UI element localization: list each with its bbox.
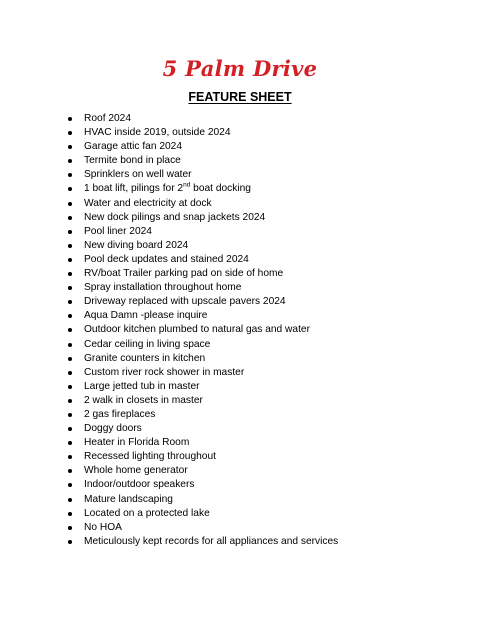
feature-item: Cedar ceiling in living space [68,338,468,352]
ordinal-superscript: nd [183,182,191,190]
feature-item: Mature landscaping [68,493,468,507]
feature-item: Termite bond in place [68,154,468,168]
feature-item: Aqua Damn -please inquire [68,309,468,323]
feature-item: Heater in Florida Room [68,436,468,450]
feature-item: Meticulously kept records for all appliances and services [68,535,468,549]
feature-item: Located on a protected lake [68,507,468,521]
feature-item: Indoor/outdoor speakers [68,478,468,492]
feature-item: 2 walk in closets in master [68,394,468,408]
feature-item: Large jetted tub in master [68,380,468,394]
page-subtitle: FEATURE SHEET [188,90,292,104]
feature-item: Roof 2024 [68,112,468,126]
feature-item: 1 boat lift, pilings for 2nd boat docking [68,182,468,196]
feature-item: Pool liner 2024 [68,225,468,239]
feature-item: Outdoor kitchen plumbed to natural gas and water [68,323,468,337]
feature-item: RV/boat Trailer parking pad on side of home [68,267,468,281]
feature-item: Water and electricity at dock [68,197,468,211]
feature-item: HVAC inside 2019, outside 2024 [68,126,468,140]
feature-item: New dock pilings and snap jackets 2024 [68,211,468,225]
feature-item: Custom river rock shower in master [68,366,468,380]
feature-item: Garage attic fan 2024 [68,140,468,154]
feature-item: New diving board 2024 [68,239,468,253]
feature-item: Whole home generator [68,464,468,478]
feature-item: Spray installation throughout home [68,281,468,295]
feature-item: Driveway replaced with upscale pavers 2024 [68,295,468,309]
page-title: 5 Palm Drive [162,56,318,81]
feature-item: Sprinklers on well water [68,168,468,182]
feature-item: 2 gas fireplaces [68,408,468,422]
feature-list [68,112,468,549]
feature-item: Doggy doors [68,422,468,436]
feature-item: Granite counters in kitchen [68,352,468,366]
feature-item: Recessed lighting throughout [68,450,468,464]
feature-item: No HOA [68,521,468,535]
feature-item: Pool deck updates and stained 2024 [68,253,468,267]
